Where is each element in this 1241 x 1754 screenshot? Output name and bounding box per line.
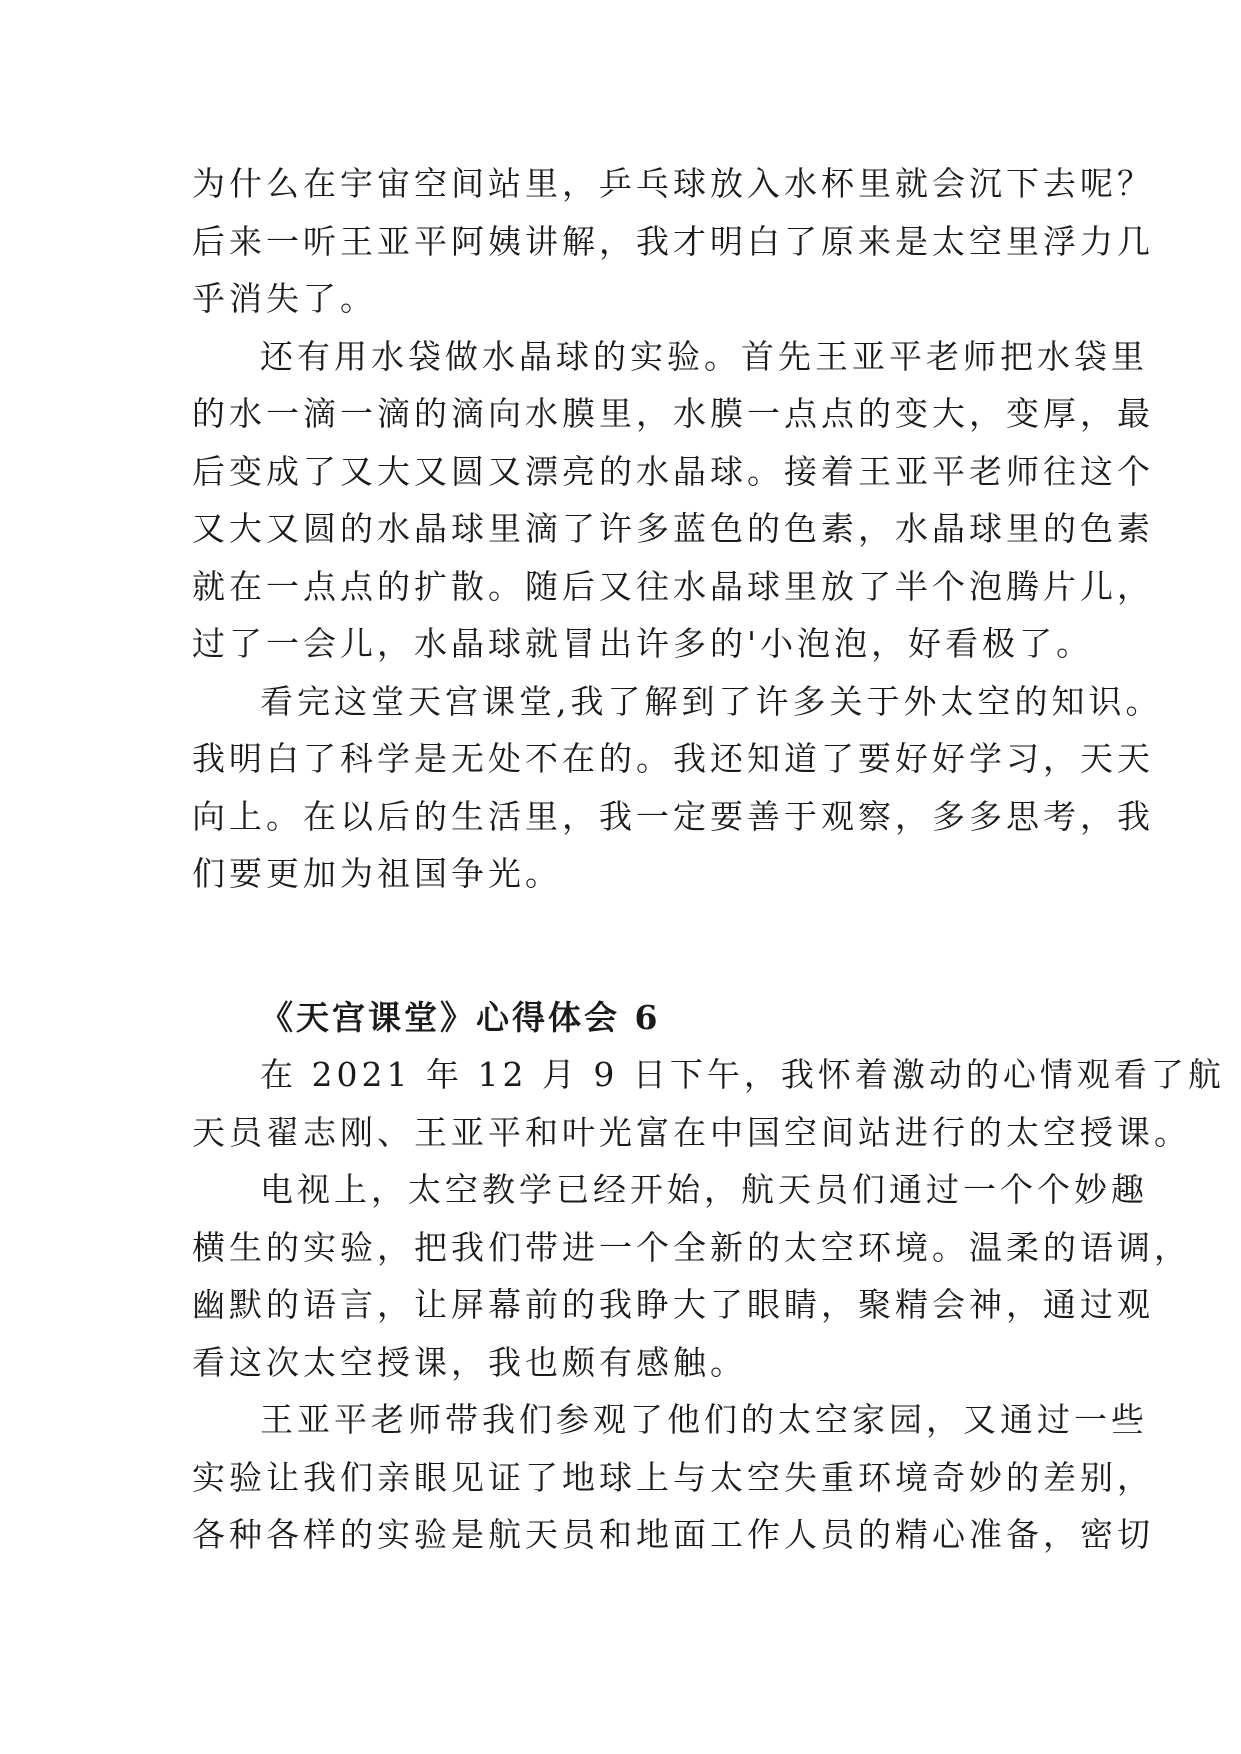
text-line: 实验让我们亲眼见证了地球上与太空失重环境奇妙的差别， bbox=[192, 1457, 1154, 1497]
text-line: 横生的实验，把我们带进一个全新的太空环境。温柔的语调， bbox=[192, 1227, 1191, 1267]
text-line: 看这次太空授课，我也颇有感触。 bbox=[192, 1342, 747, 1382]
document-body bbox=[192, 155, 1225, 1564]
section-title: 《天宫课堂》心得体会 6 bbox=[260, 997, 661, 1037]
text-line: 乎消失了。 bbox=[192, 279, 377, 318]
text-line: 就在一点点的扩散。随后又往水晶球里放了半个泡腾片儿， bbox=[192, 566, 1154, 606]
text-line: 的水一滴一滴的滴向水膜里，水膜一点点的变大，变厚，最 bbox=[192, 394, 1154, 433]
text-line: 我明白了科学是无处不在的。我还知道了要好好学习，天天 bbox=[192, 739, 1154, 778]
text-line: 王亚平老师带我们参观了他们的太空家园，又通过一些 bbox=[260, 1400, 1148, 1439]
text-line: 天员翟志刚、王亚平和叶光富在中国空间站进行的太空授课。 bbox=[192, 1112, 1191, 1152]
paragraph-conclusion bbox=[192, 673, 1163, 903]
paragraph-ping-pong bbox=[192, 155, 1154, 328]
text-line: 后来一听王亚平阿姨讲解，我才明白了原来是太空里浮力几 bbox=[192, 221, 1154, 261]
paragraph-space-home bbox=[192, 1391, 1154, 1564]
text-line: 在 2021 年 12 月 9 日下午，我怀着激动的心情观看了航 bbox=[260, 1055, 1225, 1094]
text-line: 过了一会儿，水晶球就冒出许多的'小泡泡，好看极了。 bbox=[192, 624, 1094, 663]
text-line: 们要更加为祖国争光。 bbox=[192, 854, 562, 893]
text-line: 还有用水袋做水晶球的实验。首先王亚平老师把水袋里 bbox=[260, 336, 1148, 376]
paragraph-tv-lesson bbox=[192, 1161, 1191, 1391]
paragraph-water-ball bbox=[192, 328, 1154, 673]
text-line: 幽默的语言，让屏幕前的我睁大了眼睛，聚精会神，通过观 bbox=[192, 1285, 1154, 1324]
text-line: 向上。在以后的生活里，我一定要善于观察，多多思考，我 bbox=[192, 796, 1154, 836]
text-line: 后变成了又大又圆又漂亮的水晶球。接着王亚平老师往这个 bbox=[192, 451, 1154, 491]
text-line: 各种各样的实验是航天员和地面工作人员的精心准备，密切 bbox=[192, 1515, 1154, 1554]
paragraph-date-intro bbox=[192, 1046, 1225, 1161]
text-line: 看完这堂天宫课堂,我了解到了许多关于外太空的知识。 bbox=[260, 681, 1163, 721]
text-line: 为什么在宇宙空间站里，乒乓球放入水杯里就会沉下去呢？ bbox=[192, 164, 1154, 203]
text-line: 电视上，太空教学已经开始，航天员们通过一个个妙趣 bbox=[260, 1170, 1148, 1209]
text-line: 又大又圆的水晶球里滴了许多蓝色的色素，水晶球里的色素 bbox=[192, 509, 1154, 548]
